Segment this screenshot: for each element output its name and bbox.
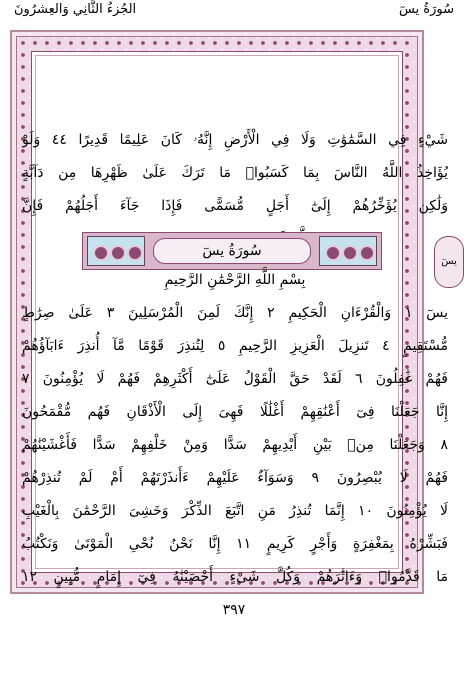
verse-line: فَهُمْ غَٰفِلُونَ ٦ لَقَدْ حَقَّ الْقَوْلُ عَلَىٰٓ أَكْثَرِهِمْ فَهُمْ لَا يُؤْمِنُونَ ٧ — [22, 371, 448, 387]
verse-line: فَبَشِّرْهُ بِمَغْفِرَةٍ وَأَجْرٍ كَرِيمٍ ١١ إِنَّا نَحْنُ نُحْىِ الْمَوْتَىٰ وَنَكْتُبُ — [22, 536, 448, 552]
juz-name-header: الجُزءُ الثَّانِي وَالعِشرُونَ — [14, 2, 137, 17]
basmala: بِسْمِ اللَّهِ الرَّحْمَٰنِ الرَّحِيمِ — [164, 272, 306, 288]
verse-line: يسٓ ١ وَالْقُرْءَانِ الْحَكِيمِ ٢ إِنَّكَ لَمِنَ الْمُرْسَلِينَ ٣ عَلَىٰ صِرَٰطٍ — [22, 305, 448, 321]
rosette-icon — [325, 245, 341, 261]
banner-ornament — [319, 236, 377, 266]
verse-line: ٨ وَجَعَلْنَا مِنۢ بَيْنِ أَيْدِيهِمْ سَدًّا وَمِنْ خَلْفِهِمْ سَدًّا فَأَغْشَيْنَٰهُمْ — [22, 437, 448, 453]
verse-line: فَهُمْ لَا يُبْصِرُونَ ٩ وَسَوَآءٌ عَلَيْهِمْ ءَأَنذَرْتَهُمْ أَمْ لَمْ تُنذِرْهُمْ — [22, 470, 448, 486]
medallion-label: يسٓ — [441, 256, 457, 267]
verse-line: شَيْءٍ فِي السَّمَٰوَٰتِ وَلَا فِي الْأَرْضِ إِنَّهُۥ كَانَ عَلِيمًا قَدِيرًا ٤٤ وَلَوْ — [22, 132, 448, 148]
verse-line: يُؤَاخِذُ اللَّهُ النَّاسَ بِمَا كَسَبُوا۟ مَا تَرَكَ عَلَىٰ ظَهْرِهَا مِن دَآبَّةٍ — [22, 165, 448, 181]
rosette-icon — [110, 245, 126, 261]
surah-name-header: سُورَةُ يسٓ — [398, 2, 454, 17]
verse-line: إِنَّا جَعَلْنَا فِىٓ أَعْنَٰقِهِمْ أَغْلَٰلًا فَهِىَ إِلَى الْأَذْقَانِ فَهُم مُّقْمَحُونَ — [22, 404, 448, 420]
verse-line: وَلَٰكِن يُؤَخِّرُهُمْ إِلَىٰٓ أَجَلٍ مُّسَمًّى فَإِذَا جَآءَ أَجَلُهُمْ فَإِنَّ — [22, 198, 448, 214]
rosette-icon — [359, 245, 375, 261]
banner-ornament — [87, 236, 145, 266]
rosette-icon — [127, 245, 143, 261]
verses-block-2 — [22, 264, 448, 594]
page-number: ٣٩٧ — [222, 602, 246, 618]
verse-line: لَا يُؤْمِنُونَ ١٠ إِنَّمَا تُنذِرُ مَنِ اتَّبَعَ الذِّكْرَ وَخَشِىَ الرَّحْمَٰنَ بِالْغَيْبِ — [22, 503, 448, 519]
surah-side-medallion — [434, 236, 464, 288]
verse-line: مَا قَدَّمُوا۟ وَءَاثَٰرَهُمْ وَكُلَّ شَىْءٍ أَحْصَيْنَٰهُ فِىٓ إِمَامٍ مُّبِينٍ ١٢ — [22, 569, 448, 585]
rosette-icon — [342, 245, 358, 261]
verse-line: مُّسْتَقِيمٍ ٤ تَنزِيلَ الْعَزِيزِ الرَّحِيمِ ٥ لِتُنذِرَ قَوْمًا مَّآ أُنذِرَ ءَابَآؤُهُمْ — [22, 338, 448, 354]
surah-title: سُورَةُ يسٓ — [153, 238, 311, 264]
rosette-icon — [93, 245, 109, 261]
